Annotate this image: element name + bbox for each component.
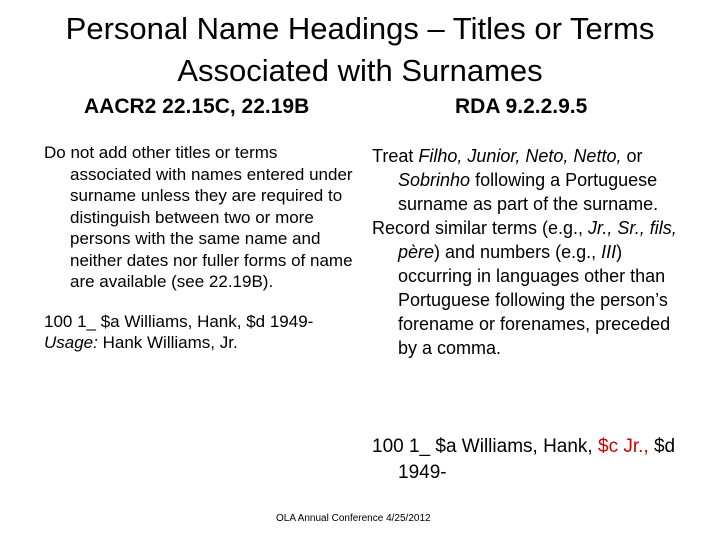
rda-heading: RDA 9.2.2.9.5	[455, 95, 588, 118]
aacr2-column	[44, 142, 362, 354]
rda-p2-italic-terms: Jr., Sr., fils, père	[398, 218, 677, 262]
aacr2-example	[44, 311, 362, 354]
title-line-2: Associated with Surnames	[177, 53, 543, 88]
aacr2-rule-text: Do not add other titles or terms associated with names entered under surname unless they are required to distinguish between two or more persons with the same name and neither dates nor fuller forms of name are available (see 22.19B).	[44, 143, 353, 291]
slide-title	[20, 8, 700, 92]
rda-example-highlight: $c Jr.,	[598, 436, 649, 457]
rda-p1-text-c: or	[621, 146, 643, 166]
rda-example-text-a: 100 1_ $a Williams, Hank,	[372, 436, 598, 457]
rda-p2-italic-number: III	[601, 242, 617, 262]
title-line-1: Personal Name Headings – Titles or Terms	[65, 11, 655, 46]
aacr2-usage-line	[44, 332, 362, 354]
aacr2-heading: AACR2 22.15C, 22.19B	[84, 95, 310, 118]
rda-rule-paragraph-1	[372, 144, 692, 216]
rda-column	[372, 144, 692, 360]
rda-example	[372, 434, 698, 486]
aacr2-example-line: 100 1_ $a Williams, Hank, $d 1949-	[44, 311, 314, 331]
usage-value: Hank Williams, Jr.	[97, 333, 238, 352]
rda-example-text-c: $d 1949-	[398, 436, 676, 483]
rda-rule-paragraph-2	[372, 216, 692, 360]
rda-p2-text-e: ) occurring in languages other than Portuguese following the person’s forename or forenames, preceded by a comma.	[398, 242, 671, 358]
rda-p2-text-a: Record similar terms (e.g.,	[372, 218, 589, 238]
rda-p1-italic-terms: Filho, Junior, Neto, Netto,	[418, 146, 622, 166]
rda-p1-text-a: Treat	[372, 146, 419, 166]
rda-p2-text-c: ) and numbers (e.g.,	[434, 242, 602, 262]
rda-p1-italic-sobrinho: Sobrinho	[398, 170, 471, 190]
slide-footer: OLA Annual Conference 4/25/2012	[276, 513, 431, 524]
usage-label: Usage:	[44, 333, 98, 352]
rda-p1-text-e: following a Portuguese surname as part of the surname.	[398, 170, 659, 214]
